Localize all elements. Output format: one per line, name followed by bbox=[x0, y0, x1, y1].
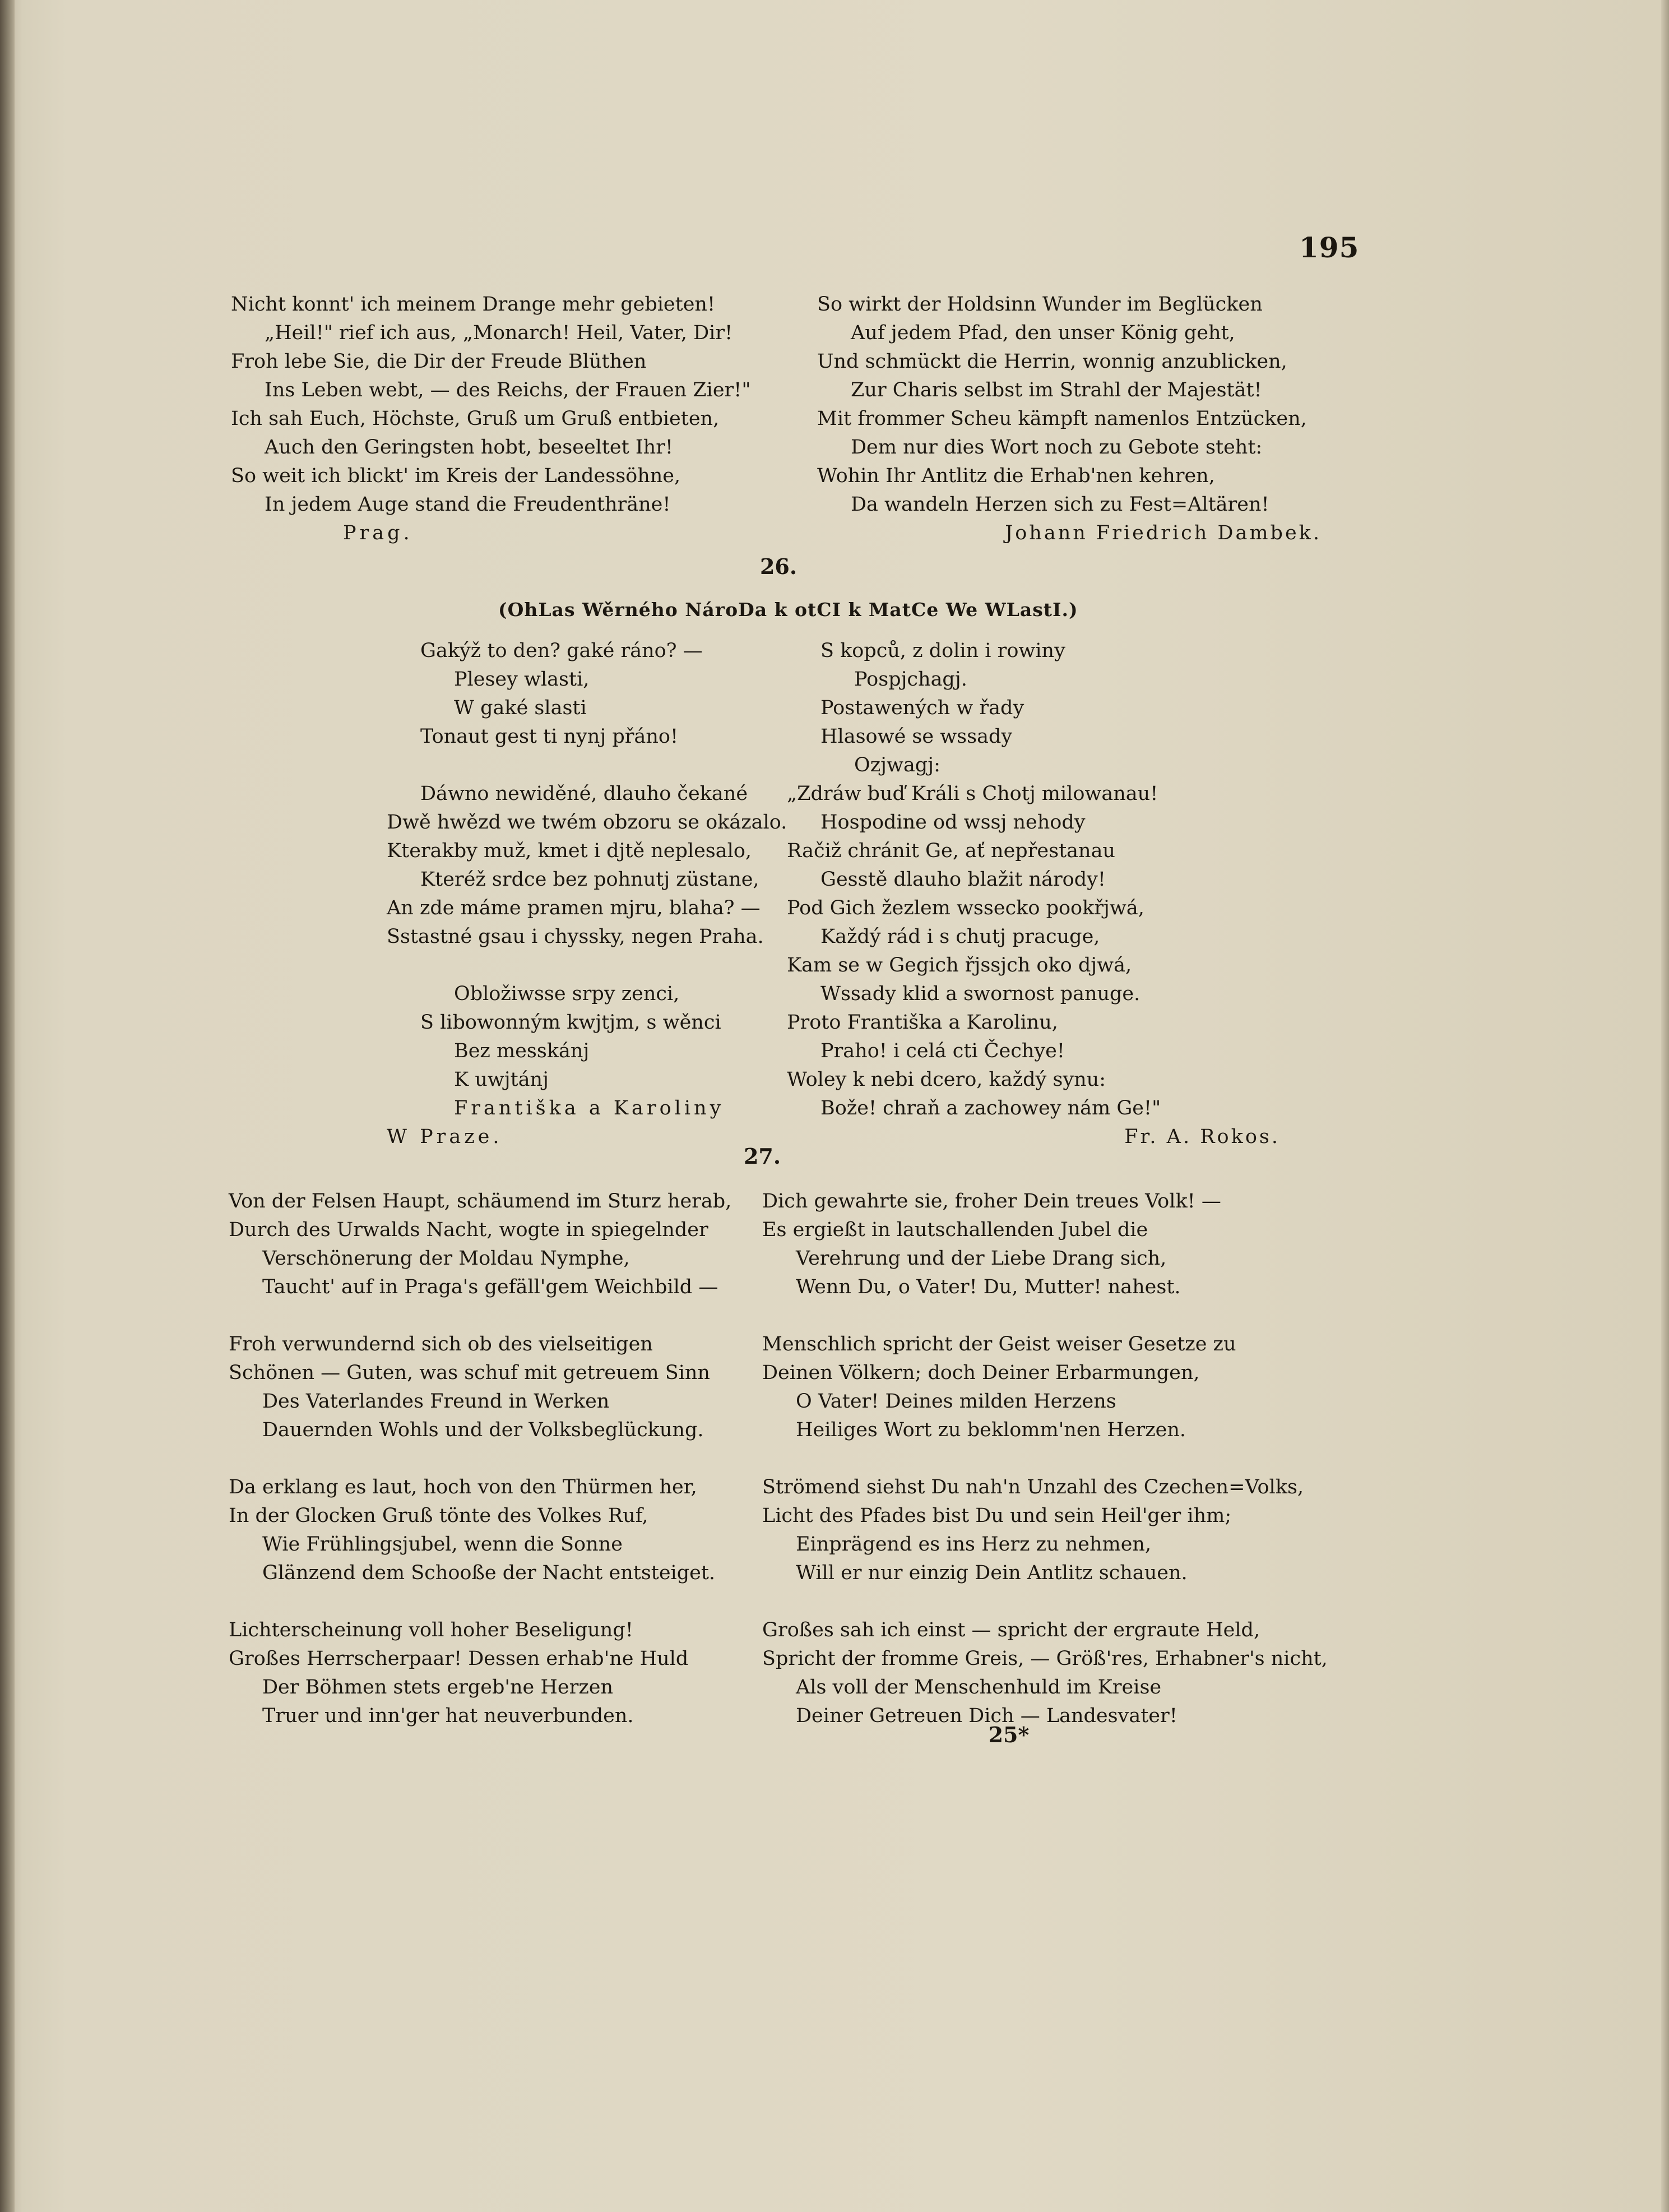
verse-line: Dáwno newiděné, dlauho čekané bbox=[420, 783, 748, 805]
verse-line: Verehrung und der Liebe Drang sich, bbox=[796, 1247, 1167, 1270]
verse-line: Durch des Urwalds Nacht, wogte in spiegelnder bbox=[229, 1219, 708, 1241]
verse-line: Dich gewahrte sie, froher Dein treues Volk! — bbox=[762, 1190, 1221, 1213]
page-number: 195 bbox=[1299, 231, 1360, 264]
verse-line: Postawených w řady bbox=[820, 697, 1024, 719]
verse-line: Ozjwagj: bbox=[854, 754, 940, 776]
verse-line: Wenn Du, o Vater! Du, Mutter! nahest. bbox=[796, 1276, 1181, 1298]
poem-b-left-column bbox=[387, 637, 787, 1151]
verse-line: Da erklang es laut, hoch von den Thürmen her, bbox=[229, 1476, 697, 1498]
verse-line: Menschlich spricht der Geist weiser Gesetze zu bbox=[762, 1333, 1236, 1355]
verse-line: Gesstě dlauho blažit národy! bbox=[820, 868, 1106, 891]
place-name: Prag. bbox=[343, 522, 413, 544]
poem-c-right-column bbox=[762, 1187, 1328, 1730]
verse-line: Kam se w Gegich řjssjch oko djwá, bbox=[787, 954, 1132, 977]
poem-c-left-column bbox=[229, 1187, 731, 1730]
page-edge bbox=[1661, 0, 1669, 2212]
verse-line: Hospodine od wssj nehody bbox=[820, 811, 1086, 834]
verse-line: Taucht' auf in Praga's gefäll'gem Weichbild — bbox=[262, 1276, 718, 1298]
verse-line: Es ergießt in lautschallenden Jubel die bbox=[762, 1219, 1148, 1241]
signature-mark: 25* bbox=[988, 1722, 1030, 1747]
verse-line: „Zdráw buď Králi s Chotj milowanau! bbox=[787, 783, 1158, 805]
verse-line: „Heil!" rief ich aus, „Monarch! Heil, Vater, Dir! bbox=[265, 322, 733, 344]
verse-line: Františka a Karoliny bbox=[454, 1097, 725, 1119]
place-name: W Praze. bbox=[387, 1126, 503, 1148]
verse-line: Gakýž to den? gaké ráno? — bbox=[420, 640, 703, 662]
verse-line: Woley k nebi dcero, každý synu: bbox=[787, 1068, 1106, 1091]
poem-a-left-column bbox=[231, 290, 750, 548]
verse-line: Großes Herrscherpaar! Dessen erhab'ne Huld bbox=[229, 1648, 689, 1670]
verse-line: W gaké slasti bbox=[454, 697, 587, 719]
author-signature: Johann Friedrich Dambek. bbox=[1005, 522, 1322, 544]
verse-line: Froh verwundernd sich ob des vielseitigen bbox=[229, 1333, 653, 1355]
verse-line: Deinen Völkern; doch Deiner Erbarmungen, bbox=[762, 1362, 1200, 1384]
verse-line: Wssady klid a swornost panuge. bbox=[820, 983, 1141, 1005]
verse-line: K uwjtánj bbox=[454, 1068, 549, 1091]
verse-line: Großes sah ich einst — spricht der ergraute Held, bbox=[762, 1619, 1260, 1641]
poem-number: 26. bbox=[759, 554, 798, 579]
verse-line: Von der Felsen Haupt, schäumend im Sturz herab, bbox=[229, 1190, 732, 1213]
verse-line: Froh lebe Sie, die Dir der Freude Blüthen bbox=[231, 350, 647, 373]
author-signature: Fr. A. Rokos. bbox=[1124, 1126, 1280, 1148]
verse-line: Račiž chránit Ge, ať nepřestanau bbox=[787, 840, 1115, 862]
verse-line: O Vater! Deines milden Herzens bbox=[796, 1390, 1116, 1413]
verse-line: Dem nur dies Wort noch zu Gebote steht: bbox=[851, 436, 1263, 459]
verse-line: Auf jedem Pfad, den unser König geht, bbox=[851, 322, 1235, 344]
verse-line: Každý rád i s chutj pracuge, bbox=[820, 925, 1100, 948]
verse-line: Bez messkánj bbox=[454, 1040, 590, 1062]
verse-line: Kteréž srdce bez pohnutj züstane, bbox=[420, 868, 759, 891]
verse-line: Heiliges Wort zu beklomm'nen Herzen. bbox=[796, 1419, 1186, 1441]
verse-line: Mit frommer Scheu kämpft namenlos Entzücken, bbox=[817, 408, 1307, 430]
verse-line: Glänzend dem Schooße der Nacht entsteiget. bbox=[262, 1562, 716, 1584]
verse-line: Truer und inn'ger hat neuverbunden. bbox=[262, 1705, 634, 1727]
verse-line: Ins Leben webt, — des Reichs, der Frauen Zier!" bbox=[265, 379, 751, 401]
verse-line: Und schmückt die Herrin, wonnig anzublicken, bbox=[817, 350, 1287, 373]
verse-line: Da wandeln Herzen sich zu Fest=Altären! bbox=[851, 493, 1269, 516]
verse-line: Tonaut gest ti nynj přáno! bbox=[420, 725, 679, 748]
verse-line: So wirkt der Holdsinn Wunder im Beglücken bbox=[817, 293, 1263, 316]
verse-line: Der Böhmen stets ergeb'ne Herzen bbox=[262, 1676, 614, 1699]
verse-line: Hlasowé se wssady bbox=[820, 725, 1013, 748]
verse-line: Licht des Pfades bist Du und sein Heil'ger ihm; bbox=[762, 1505, 1232, 1527]
verse-line: Auch den Geringsten hobt, beseeltet Ihr! bbox=[265, 436, 673, 459]
verse-line: Wohin Ihr Antlitz die Erhab'nen kehren, bbox=[817, 465, 1215, 487]
verse-line: Proto Františka a Karolinu, bbox=[787, 1011, 1058, 1034]
verse-line: Ich sah Euch, Höchste, Gruß um Gruß entbieten, bbox=[231, 408, 720, 430]
poem-number: 27. bbox=[743, 1144, 781, 1169]
verse-line: S libowonným kwjtjm, s wěnci bbox=[420, 1011, 721, 1034]
verse-line: Pod Gich žezlem wssecko pookřjwá, bbox=[787, 897, 1144, 919]
verse-line: So weit ich blickt' im Kreis der Landessöhne, bbox=[231, 465, 681, 487]
verse-line: Will er nur einzig Dein Antlitz schauen. bbox=[796, 1562, 1188, 1584]
verse-line: Einprägend es ins Herz zu nehmen, bbox=[796, 1533, 1152, 1556]
verse-line: Pospjchagj. bbox=[854, 668, 967, 691]
verse-line: Nicht konnt' ich meinem Drange mehr gebieten! bbox=[231, 293, 716, 316]
verse-line: Spricht der fromme Greis, — Größ'res, Erhabner's nicht, bbox=[762, 1648, 1328, 1670]
verse-line: Praho! i celá cti Čechye! bbox=[820, 1040, 1065, 1062]
verse-line: Lichterscheinung voll hoher Beseligung! bbox=[229, 1619, 633, 1641]
verse-line: In jedem Auge stand die Freudenthräne! bbox=[265, 493, 671, 516]
book-gutter bbox=[0, 0, 15, 2212]
verse-line: Deiner Getreuen Dich — Landesvater! bbox=[796, 1705, 1177, 1727]
verse-line: Zur Charis selbst im Strahl der Majestät! bbox=[851, 379, 1262, 401]
verse-line: An zde máme pramen mjru, blaha? — bbox=[387, 897, 761, 919]
verse-line: Des Vaterlandes Freund in Werken bbox=[262, 1390, 610, 1413]
verse-line: Plesey wlasti, bbox=[454, 668, 590, 691]
verse-line: Schönen — Guten, was schuf mit getreuem Sinn bbox=[229, 1362, 710, 1384]
verse-line: Dwě hwězd we twém obzoru se okázalo. bbox=[387, 811, 787, 834]
verse-line: Als voll der Menschenhuld im Kreise bbox=[796, 1676, 1162, 1699]
poem-b-right-column bbox=[787, 637, 1280, 1151]
verse-line: Kterakby muž, kmet i djtě neplesalo, bbox=[387, 840, 752, 862]
verse-line: In der Glocken Gruß tönte des Volkes Ruf, bbox=[229, 1505, 648, 1527]
verse-line: Verschönerung der Moldau Nymphe, bbox=[262, 1247, 630, 1270]
verse-line: Obložiwsse srpy zenci, bbox=[454, 983, 680, 1005]
verse-line: Sstastné gsau i chyssky, negen Praha. bbox=[387, 925, 764, 948]
poem-heading: (OhLas Wěrného NároDa k otCI k MatCe We WLastI.) bbox=[498, 599, 1078, 621]
verse-line: Bože! chraň a zachowey nám Ge!" bbox=[820, 1097, 1161, 1119]
verse-line: Wie Frühlingsjubel, wenn die Sonne bbox=[262, 1533, 623, 1556]
verse-line: S kopců, z dolin i rowiny bbox=[820, 640, 1065, 662]
verse-line: Strömend siehst Du nah'n Unzahl des Czechen=Volks, bbox=[762, 1476, 1304, 1498]
poem-a-right-column bbox=[817, 290, 1322, 548]
verse-line: Dauernden Wohls und der Volksbeglückung. bbox=[262, 1419, 704, 1441]
